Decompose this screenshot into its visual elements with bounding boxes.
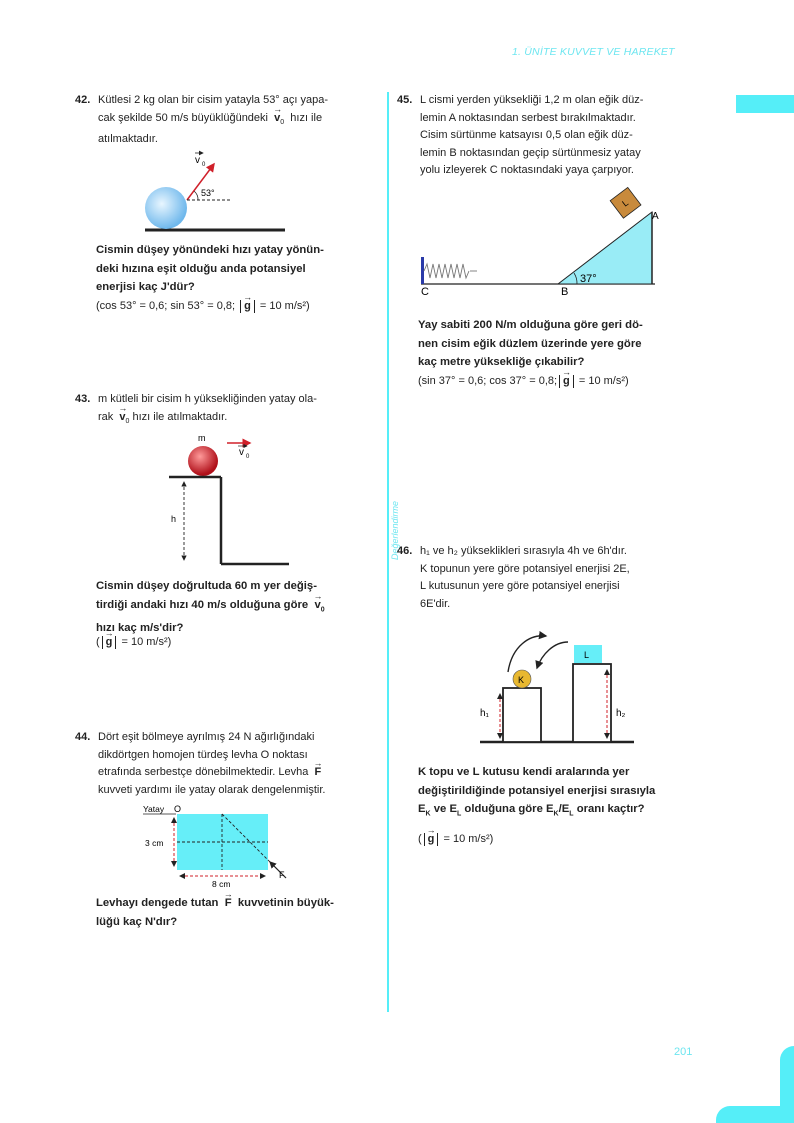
q45-spring: [424, 264, 469, 278]
q44-3cm-label: 3 cm: [145, 838, 164, 848]
unit-header: 1. ÜNİTE KUVVET VE HAREKET: [512, 46, 675, 58]
q46-block-left: [503, 688, 541, 742]
q46-figure: [470, 628, 640, 748]
corner-bar-horizontal: [716, 1106, 794, 1123]
q46-block-right: [573, 664, 611, 742]
q46-h2-label: h₂: [616, 708, 626, 719]
question-46-number: 46.: [397, 545, 413, 557]
question-42-givens: (cos 53° = 0,6; sin 53° = 0,8; → g = 10 m/s²): [96, 298, 396, 314]
q45-b-label: B: [561, 286, 569, 298]
question-43-prompt: Cismin düşey doğrultuda 60 m yer değiş- tirdiği andaki hızı 40 m/s olduğuna göre → $v_0$ hızı kaç m/s'dir?: [96, 577, 388, 638]
q43-m-label: m: [198, 433, 206, 443]
q43-ball: [188, 446, 218, 476]
page-number: 201: [674, 1046, 693, 1058]
question-43-text: m kütleli bir cisim h yüksekliğinden yatay ola- rak → $v_0$ hızı ile atılmaktadır.: [98, 391, 388, 430]
question-42-prompt: Cismin düşey yönündeki hızı yatay yönün- deki hızına eşit olduğu anda potansiyel enerjisi kaç J'dür?: [96, 244, 324, 293]
q45-c-label: C: [421, 286, 429, 298]
question-45-number: 45.: [397, 94, 413, 106]
q45-figure: [415, 195, 675, 300]
q42-angle-label: 53°: [201, 188, 215, 198]
section-side-label: Değerlendirme: [390, 500, 400, 560]
column-divider: [387, 92, 389, 1012]
question-44-number: 44.: [75, 731, 91, 743]
q44-8cm-label: 8 cm: [212, 879, 231, 889]
question-42-number: 42.: [75, 94, 91, 106]
q45-spring-wall: [421, 257, 424, 284]
question-46-prompt: K topu ve L kutusu kendi aralarında yer değiştirildiğinde potansiyel enerjisi sırasıyla $E_K$ ve $E_L$ olduğuna göre $E_K/E_L$ oranı kaçtır?: [418, 763, 718, 824]
question-44-text: Dört eşit bölmeye ayrılmış 24 N ağırlığındaki dikdörtgen homojen türdeş levha O noktası etrafında serbestçe dönebilmektedir. Levha → F kuvveti yardımı ile yatay olarak dengelenmiştir.: [98, 729, 388, 799]
question-46-text: h₁ ve h₂ yükseklikleri sırasıyla 4h ve 6h'dır. K topunun yere göre potansiyel enerjisi 2E, L kutusunun yere göre potansiyel enerjisi 6E'dir.: [420, 545, 630, 610]
q46-h1-label: h₁: [480, 708, 489, 719]
question-43-givens: (→ g = 10 m/s²): [96, 634, 171, 650]
q42-angle-arc: [194, 191, 198, 200]
q42-v-label: v: [195, 155, 200, 166]
q43-v-label: v: [239, 447, 244, 458]
q42-line-1: Kütlesi 2 kg olan bir cisim yatayla 53° açı yapa-: [98, 94, 329, 106]
question-42-text: [98, 92, 388, 149]
question-45-text: L cismi yerden yüksekliği 1,2 m olan eğik düz- lemin A noktasından serbest bırakılmaktadır. Cisim sürtünme katsayısı 0,5 olan eğik düz- lemin B noktasından geçip sürtünmesiz yatay yolu izleyerek C noktasındaki yaya çarpıyor.: [420, 94, 644, 176]
q43-v-sub: 0: [246, 454, 250, 460]
q44-yatay-label: Yatay: [143, 804, 165, 814]
q44-f-label: F: [279, 870, 285, 880]
q43-h-label: h: [171, 514, 177, 524]
q42-figure: [140, 150, 300, 240]
question-46-givens: (→ g = 10 m/s²): [418, 831, 493, 847]
q45-box: [610, 187, 641, 218]
question-45-prompt: Yay sabiti 200 N/m olduğuna göre geri dö- nen cisim eğik düzlem üzerinde yere göre kaç metre yüksekliğe çıkabilir?: [418, 319, 643, 368]
q46-swap-arrow-down: [537, 642, 568, 668]
q43-figure: [165, 430, 295, 570]
q46-ratio-line: $E_K$ ve $E_L$ olduğuna göre $E_K/E_L$ oranı kaçtır?: [418, 803, 645, 818]
svg-text:L: L: [584, 650, 590, 660]
q42-v-sub: 0: [202, 162, 206, 168]
q45-a-label: A: [652, 211, 659, 222]
q42-ball: [145, 187, 187, 229]
q44-figure: [140, 800, 300, 890]
question-43-number: 43.: [75, 393, 91, 405]
q44-o-label: O: [174, 804, 182, 814]
page-tab-marker: [736, 95, 794, 113]
svg-text:L: L: [620, 197, 631, 209]
q45-angle-label: 37°: [580, 273, 597, 285]
question-44-prompt: Levhayı dengede tutan → F kuvvetinin büyük- lüğü kaç N'dır?: [96, 894, 388, 931]
q42-line-3: atılmaktadır.: [98, 133, 158, 146]
q46-swap-arrow-up: [508, 636, 546, 672]
g-vector: → g: [244, 300, 251, 313]
question-45-givens: (sin 37° = 0,6; cos 37° = 0,8;→ g = 10 m/s²): [418, 373, 629, 389]
q45-incline: [558, 212, 652, 284]
q42-line-2: cak şekilde 50 m/s büyüklüğündeki → $v_0$ hızı ile: [98, 110, 388, 132]
svg-text:K: K: [518, 675, 525, 685]
